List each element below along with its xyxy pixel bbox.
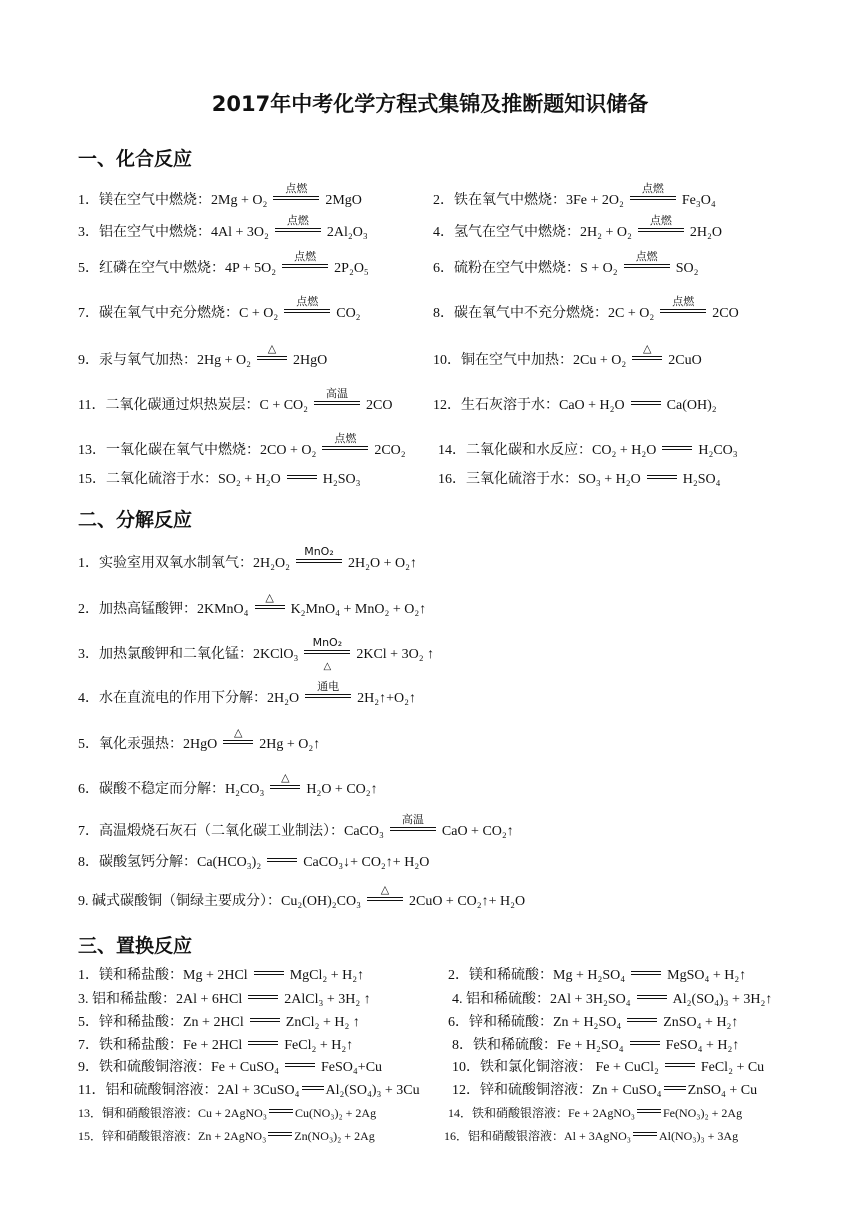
equation: 3. 铝和稀盐酸：2Al + 6HCl 2AlCl₃ + 3H₂ ↑ <box>78 992 371 1007</box>
equation: 14．铁和硝酸银溶液：Fe + 2AgNO₃ Fe(NO₃)₂ + 2Ag <box>448 1106 743 1120</box>
equation: 1．镁在空气中燃烧：2Mg + O₂ 点燃 2MgO <box>78 182 362 208</box>
equation: 4．水在直流电的作用下分解：2H₂O 通电 2H₂↑+O₂↑ <box>78 680 416 706</box>
equation: 10．铁和氯化铜溶液： Fe + CuCl₂ FeCl₂ + Cu <box>452 1060 765 1075</box>
equation: 9．铁和硫酸铜溶液：Fe + CuSO₄ FeSO₄+Cu <box>78 1060 383 1075</box>
equation: 8．碳在氧气中不充分燃烧：2C + O₂ 点燃 2CO <box>433 295 739 321</box>
equation: 6．碳酸不稳定而分解：H₂CO₃ △ H₂O + CO₂↑ <box>78 771 378 797</box>
equation: 8．铁和稀硫酸：Fe + H₂SO₄ FeSO₄ + H₂↑ <box>452 1038 740 1053</box>
equation: 6．硫粉在空气中燃烧：S + O₂ 点燃 SO₂ <box>433 250 699 276</box>
equation: 13．一氧化碳在氧气中燃烧：2CO + O₂ 点燃 2CO₂ <box>78 432 406 458</box>
equation: 14．二氧化碳和水反应：CO₂ + H₂O H₂CO₃ <box>438 443 738 458</box>
equation: 7．铁和稀盐酸：Fe + 2HCl FeCl₂ + H₂↑ <box>78 1038 354 1053</box>
equation: 9．汞与氧气加热：2Hg + O₂ △ 2HgO <box>78 342 328 368</box>
equation: 2．铁在氧气中燃烧：3Fe + 2O₂ 点燃 Fe₃O₄ <box>433 182 716 208</box>
equation: 1．镁和稀盐酸：Mg + 2HCl MgCl₂ + H₂↑ <box>78 968 365 983</box>
equation: 12．生石灰溶于水：CaO + H₂O Ca(OH)₂ <box>433 398 717 413</box>
equation: 15．二氧化硫溶于水：SO₂ + H₂O H₂SO₃ <box>78 472 361 487</box>
equation: 16．铝和硝酸银溶液：Al + 3AgNO₃ Al(NO₃)₃ + 3Ag <box>444 1129 739 1143</box>
equation: 6．锌和稀硫酸：Zn + H₂SO₄ ZnSO₄ + H₂↑ <box>448 1015 739 1030</box>
equation: 3．铝在空气中燃烧：4Al + 3O₂ 点燃 2Al₂O₃ <box>78 214 368 240</box>
section-heading-decomposition: 二、分解反应 <box>78 509 193 531</box>
equation: 11．二氧化碳通过炽热炭层：C + CO₂ 高温 2CO <box>78 387 393 413</box>
section-heading-combination: 一、化合反应 <box>78 148 193 170</box>
equation: 8．碳酸氢钙分解：Ca(HCO₃)₂ CaCO₃↓+ CO₂↑+ H₂O <box>78 855 430 870</box>
section-heading-displacement: 三、置换反应 <box>78 935 193 957</box>
equation: 9. 碱式碳酸铜（铜绿主要成分）：Cu₂(OH)₂CO₃ △ 2CuO + CO₂↑+ H₂O <box>78 883 526 909</box>
equation: 15．锌和硝酸银溶液：Zn + 2AgNO₃ Zn(NO₃)₂ + 2Ag <box>78 1129 375 1143</box>
equation: 11．铝和硫酸铜溶液：2Al + 3CuSO₄ Al₂(SO₄)₃ + 3Cu <box>78 1083 420 1098</box>
equation: 13．铜和硝酸银溶液：Cu + 2AgNO₃ Cu(NO₃)₂ + 2Ag <box>78 1106 377 1120</box>
equation: 2．加热高锰酸钾：2KMnO₄ △ K₂MnO₄ + MnO₂ + O₂↑ <box>78 591 427 617</box>
equation: 7．碳在氧气中充分燃烧：C + O₂ 点燃 CO₂ <box>78 295 361 321</box>
equation: 12．锌和硫酸铜溶液：Zn + CuSO₄ ZnSO₄ + Cu <box>452 1083 758 1098</box>
equation: 5．红磷在空气中燃烧：4P + 5O₂ 点燃 2P₂O₅ <box>78 250 369 276</box>
page-title: 2017年中考化学方程式集锦及推断题知识储备 <box>211 92 649 116</box>
equation: 3．加热氯酸钾和二氧化锰：2KClO₃ MnO₂ △ 2KCl + 3O₂ ↑ <box>78 636 435 672</box>
equation: 4. 铝和稀硫酸：2Al + 3H₂SO₄ Al₂(SO₄)₃ + 3H₂↑ <box>452 992 773 1007</box>
equation: 5．氧化汞强热：2HgO △ 2Hg + O₂↑ <box>78 726 321 752</box>
equation: 7．高温煅烧石灰石（二氧化碳工业制法）：CaCO₃ 高温 CaO + CO₂↑ <box>78 813 514 839</box>
equation: 16．三氧化硫溶于水：SO₃ + H₂O H₂SO₄ <box>438 472 721 487</box>
equation: 2．镁和稀硫酸：Mg + H₂SO₄ MgSO₄ + H₂↑ <box>448 968 747 983</box>
equation: 5．锌和稀盐酸：Zn + 2HCl ZnCl₂ + H₂ ↑ <box>78 1015 360 1030</box>
equation: 10．铜在空气中加热：2Cu + O₂ △ 2CuO <box>433 342 702 368</box>
equation: 1．实验室用双氧水制氧气：2H₂O₂ MnO₂ 2H₂O + O₂↑ <box>78 545 417 571</box>
equation: 4．氢气在空气中燃烧：2H₂ + O₂ 点燃 2H₂O <box>433 214 722 240</box>
